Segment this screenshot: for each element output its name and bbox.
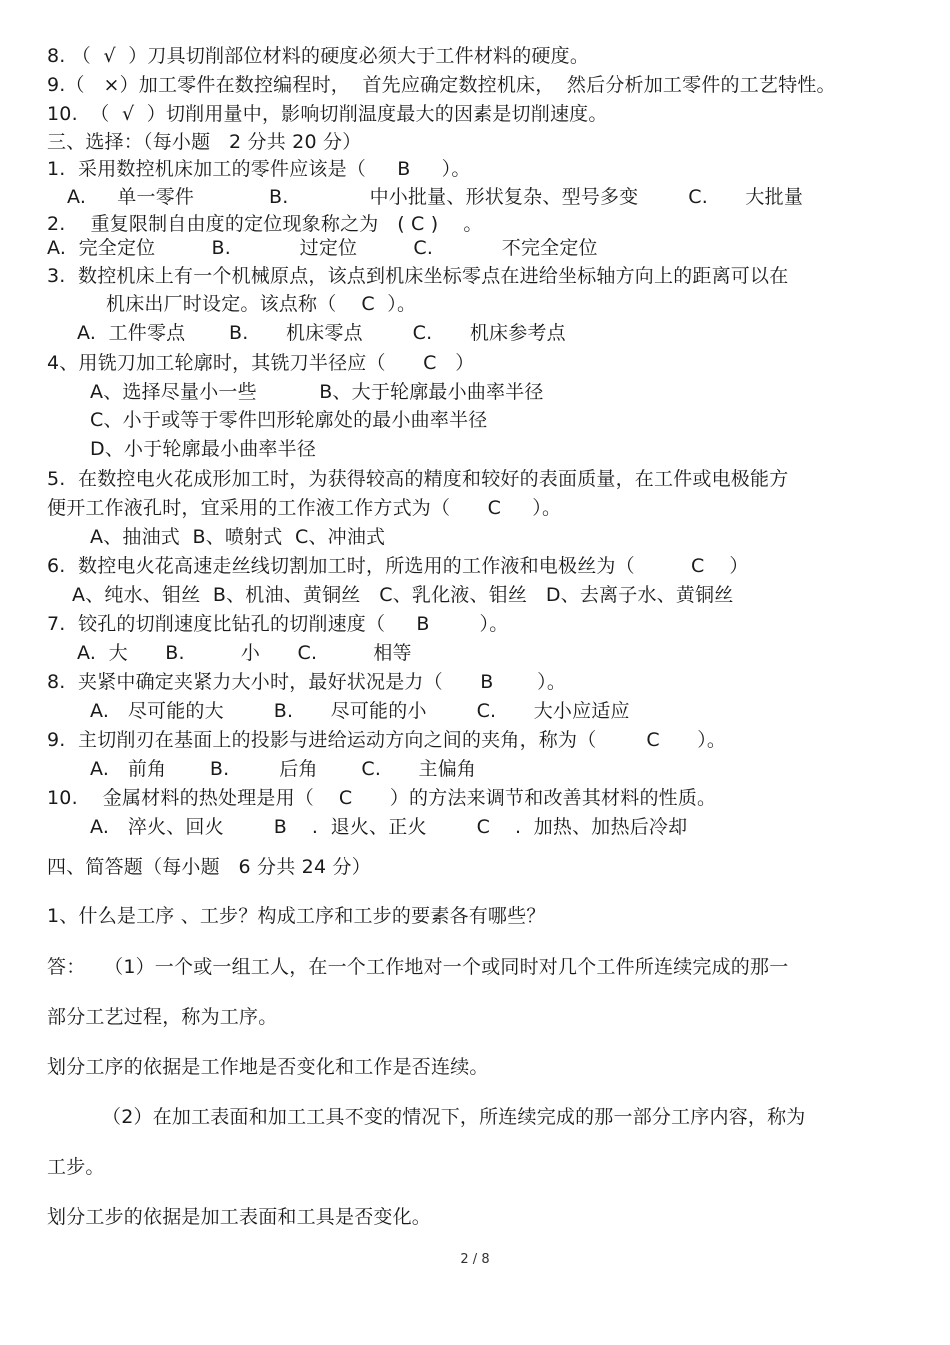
choice-question-9: 9. 主切削刃在基面上的投影与进给运动方向之间的夹角，称为（ C ）。 [47, 729, 727, 751]
page-number: 2 / 8 [460, 1252, 490, 1267]
choice-question-5: 5. 在数控电火花成形加工时，为获得较高的精度和较好的表面质量，在工件或电极能方 [47, 468, 789, 490]
choice-question-5-cont: 便开工作液孔时，宜采用的工作液工作方式为（ C ）。 [47, 497, 562, 519]
choice-options-8: A. 尽可能的大 B. 尽可能的小 C. 大小应适应 [90, 700, 630, 722]
choice-question-10: 10. 金属材料的热处理是用（ C ）的方法来调节和改善其材料的性质。 [47, 787, 717, 809]
choice-options-1: A. 单一零件 B. 中小批量、形状复杂、型号多变 C. 大批量 [67, 186, 804, 208]
answer-paragraph-2: 划分工序的依据是工作地是否变化和工作是否连续。 [47, 1056, 489, 1078]
choice-options-4-ab: A、选择尽量小一些 B、大于轮廓最小曲率半径 [90, 381, 544, 403]
choice-options-9: A. 前角 B. 后角 C. 主偏角 [90, 758, 477, 780]
choice-options-6: A、纯水、钼丝 B、机油、黄铜丝 C、乳化液、钼丝 D、去离子水、黄铜丝 [72, 584, 734, 606]
short-answer-question-1: 1、什么是工序 、工步？构成工序和工步的要素各有哪些？ [47, 905, 546, 927]
choice-question-6: 6. 数控电火花高速走丝线切割加工时，所选用的工作液和电极丝为（ C ） [47, 555, 749, 577]
choice-options-7: A. 大 B. 小 C. 相等 [77, 642, 412, 664]
choice-options-4-c: C、小于或等于零件凹形轮廓处的最小曲率半径 [90, 409, 488, 431]
choice-options-5: A、抽油式 B、喷射式 C、冲油式 [90, 526, 386, 548]
choice-question-1: 1. 采用数控机床加工的零件应该是（ B ）。 [47, 158, 471, 180]
answer-paragraph-1: 答： （1）一个或一组工人，在一个工作地对一个或同时对几个工件所连续完成的那一 [47, 956, 789, 978]
choice-question-4: 4、用铣刀加工轮廓时，其铣刀半径应（ C ） [47, 352, 475, 374]
choice-question-7: 7. 铰孔的切削速度比钻孔的切削速度（ B ）。 [47, 613, 509, 635]
answer-paragraph-1-cont: 部分工艺过程，称为工序。 [47, 1006, 278, 1028]
judgment-item-9: 9.（ ×）加工零件在数控编程时， 首先应确定数控机床， 然后分析加工零件的工艺特性。 [47, 74, 836, 96]
judgment-item-8: 8. （ √ ）刀具切削部位材料的硬度必须大于工件材料的硬度。 [47, 45, 590, 67]
choice-options-3: A. 工件零点 B. 机床零点 C. 机床参考点 [77, 322, 566, 344]
choice-question-3: 3. 数控机床上有一个机械原点，该点到机床坐标零点在进给坐标轴方向上的距离可以在 [47, 265, 789, 287]
section-heading-short-answer: 四、简答题（每小题 6 分共 24 分） [47, 856, 371, 878]
choice-options-10: A. 淬火、回火 B . 退火、正火 C . 加热、加热后冷却 [90, 816, 688, 838]
section-heading-choice: 三、选择：（每小题 2 分共 20 分） [47, 131, 362, 153]
choice-options-4-d: D、小于轮廓最小曲率半径 [90, 438, 317, 460]
choice-question-2: 2. 重复限制自由度的定位现象称之为 ( C ) 。 [47, 213, 483, 235]
choice-question-8: 8. 夹紧中确定夹紧力大小时，最好状况是力（ B ）。 [47, 671, 567, 693]
answer-paragraph-3-cont: 工步。 [47, 1156, 105, 1178]
answer-paragraph-3: （2）在加工表面和加工工具不变的情况下，所连续完成的那一部分工序内容，称为 [102, 1106, 806, 1128]
choice-options-2: A. 完全定位 B. 过定位 C. 不完全定位 [47, 237, 598, 259]
choice-question-3-cont: 机床出厂时设定。该点称（ C ）。 [106, 293, 417, 315]
judgment-item-10: 10. （ √ ）切削用量中，影响切削温度最大的因素是切削速度。 [47, 103, 608, 125]
answer-paragraph-4: 划分工步的依据是加工表面和工具是否变化。 [47, 1206, 432, 1228]
